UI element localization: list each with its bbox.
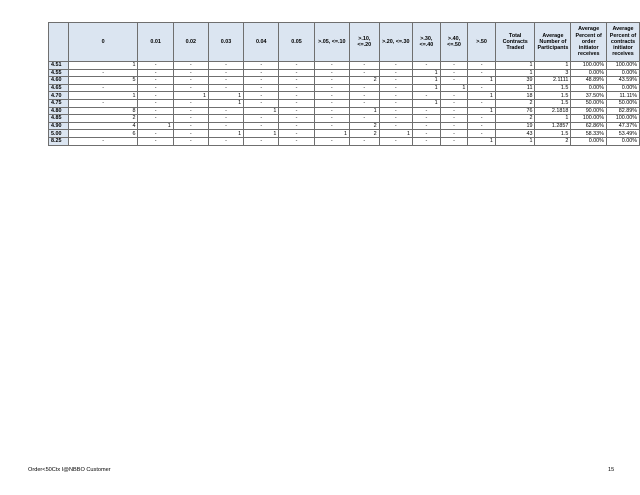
table-cell: 1.5 <box>535 130 571 138</box>
table-cell: 0.00% <box>571 69 607 77</box>
column-header: >.20, <=.30 <box>379 23 412 62</box>
table-cell: 1.5 <box>535 99 571 107</box>
table-cell: 100.00% <box>606 62 639 70</box>
table-cell: - <box>440 137 468 145</box>
table-cell: - <box>440 62 468 70</box>
table-cell: 2 <box>350 130 380 138</box>
column-header: Average Number of Participants <box>535 23 571 62</box>
table-cell: 1 <box>68 62 138 70</box>
table-cell: 1 <box>68 92 138 100</box>
table-cell: - <box>138 77 173 85</box>
table-cell: - <box>440 99 468 107</box>
table-cell: - <box>244 99 279 107</box>
table-cell: - <box>468 99 496 107</box>
table-cell: 2 <box>495 99 535 107</box>
table-cell: 1 <box>413 77 441 85</box>
table-cell: - <box>440 115 468 123</box>
table-cell: - <box>173 69 208 77</box>
table-cell: 1 <box>413 84 441 92</box>
table-cell: 37.50% <box>571 92 607 100</box>
table-cell: - <box>379 62 412 70</box>
table-cell: - <box>314 92 349 100</box>
table-cell: - <box>138 84 173 92</box>
table-cell: - <box>468 84 496 92</box>
column-header: >.50 <box>468 23 496 62</box>
table-cell: 2 <box>535 137 571 145</box>
table-cell: - <box>208 84 243 92</box>
table-cell: - <box>350 115 380 123</box>
table-cell: 3 <box>535 69 571 77</box>
table-cell: - <box>350 99 380 107</box>
table-cell: 58.33% <box>571 130 607 138</box>
table-cell: 90.00% <box>571 107 607 115</box>
table-cell: 2 <box>350 77 380 85</box>
table-cell: - <box>68 69 138 77</box>
column-header: Average Percent of contracts initiator receives <box>606 23 639 62</box>
table-cell: 2.1818 <box>535 107 571 115</box>
table-cell: - <box>138 62 173 70</box>
table-cell: 82.89% <box>606 107 639 115</box>
row-label: 4.60 <box>49 77 69 85</box>
table-cell: - <box>138 107 173 115</box>
table-cell: 6 <box>68 130 138 138</box>
data-table <box>48 22 640 146</box>
table-cell: - <box>350 137 380 145</box>
table-cell: - <box>173 122 208 130</box>
table-cell: - <box>138 69 173 77</box>
table-cell: - <box>244 62 279 70</box>
column-header: Total Contracts Traded <box>495 23 535 62</box>
table-cell: - <box>413 130 441 138</box>
table-cell: - <box>208 62 243 70</box>
table-cell: - <box>440 69 468 77</box>
table-cell: - <box>314 62 349 70</box>
table-row <box>49 107 640 115</box>
table-cell: - <box>138 99 173 107</box>
table-cell: - <box>379 77 412 85</box>
table-cell: 1 <box>468 92 496 100</box>
table-cell: - <box>413 92 441 100</box>
table-cell: 1 <box>208 130 243 138</box>
table-cell: 1 <box>535 62 571 70</box>
table-cell: - <box>279 92 314 100</box>
row-label: 4.85 <box>49 115 69 123</box>
table-cell: - <box>440 92 468 100</box>
footer-caption: Order<50Ctx I@NBBO Customer <box>28 467 111 473</box>
table-cell: - <box>208 137 243 145</box>
table-cell: - <box>68 99 138 107</box>
table-cell: - <box>440 77 468 85</box>
table-cell: 1 <box>440 84 468 92</box>
table-cell: - <box>279 84 314 92</box>
table-cell: 1.5 <box>535 92 571 100</box>
table-cell: - <box>68 84 138 92</box>
table-cell: 2 <box>68 115 138 123</box>
table-cell: - <box>244 92 279 100</box>
table-cell: 1 <box>379 130 412 138</box>
table-cell: 1 <box>413 99 441 107</box>
table-row <box>49 99 640 107</box>
table-row <box>49 84 640 92</box>
table-cell: - <box>379 122 412 130</box>
table-cell: 5 <box>68 77 138 85</box>
table-cell: - <box>314 122 349 130</box>
table-cell: 1 <box>495 69 535 77</box>
column-header: Average Percent of order initiator receives <box>571 23 607 62</box>
column-header: 0.02 <box>173 23 208 62</box>
table-cell: - <box>468 69 496 77</box>
table-cell: - <box>173 62 208 70</box>
column-header: >.40, <=.50 <box>440 23 468 62</box>
table-cell: - <box>379 92 412 100</box>
table-cell: 0.00% <box>571 137 607 145</box>
table-cell: 1.5 <box>535 84 571 92</box>
table-cell: - <box>173 99 208 107</box>
table-cell: 1 <box>173 92 208 100</box>
table-cell: 1 <box>314 130 349 138</box>
table-cell: - <box>279 130 314 138</box>
table-cell: - <box>379 137 412 145</box>
table-cell: 1 <box>468 137 496 145</box>
table-row <box>49 77 640 85</box>
table-cell: - <box>208 115 243 123</box>
table-cell: - <box>468 130 496 138</box>
table-cell: 0.00% <box>606 84 639 92</box>
table-cell: - <box>379 115 412 123</box>
table-cell: 11 <box>495 84 535 92</box>
table-cell: 1 <box>138 122 173 130</box>
table-cell: - <box>208 69 243 77</box>
table-cell: - <box>173 77 208 85</box>
table-cell: - <box>173 137 208 145</box>
table-cell: - <box>279 122 314 130</box>
table-cell: 1 <box>468 77 496 85</box>
table-cell: - <box>314 84 349 92</box>
table-cell: - <box>440 107 468 115</box>
table-row <box>49 69 640 77</box>
row-label: 4.70 <box>49 92 69 100</box>
table-cell: - <box>279 62 314 70</box>
table-cell: 1 <box>495 137 535 145</box>
table-cell: - <box>279 115 314 123</box>
table-cell: 1 <box>208 99 243 107</box>
table-cell: 19 <box>495 122 535 130</box>
table-cell: 100.00% <box>571 62 607 70</box>
table-cell: - <box>279 107 314 115</box>
table-cell: 1 <box>535 115 571 123</box>
column-header: 0.05 <box>279 23 314 62</box>
table-cell: 39 <box>495 77 535 85</box>
table-cell: - <box>173 107 208 115</box>
table-cell: - <box>208 122 243 130</box>
table-cell: - <box>379 107 412 115</box>
row-label: 5.00 <box>49 130 69 138</box>
table-cell: 43.59% <box>606 77 639 85</box>
table-cell: - <box>173 130 208 138</box>
page-number: 15 <box>608 467 615 473</box>
table-cell: - <box>173 84 208 92</box>
column-header: 0.04 <box>244 23 279 62</box>
header-corner <box>49 23 69 62</box>
table-cell: 76 <box>495 107 535 115</box>
table-cell: 0.00% <box>571 84 607 92</box>
table-cell: 2 <box>495 115 535 123</box>
table-cell: 50.00% <box>606 99 639 107</box>
table-row <box>49 62 640 70</box>
column-header: >.05, <=.10 <box>314 23 349 62</box>
table-cell: - <box>138 130 173 138</box>
table-cell: 100.00% <box>606 115 639 123</box>
table-cell: 1 <box>208 92 243 100</box>
table-cell: 1 <box>244 130 279 138</box>
table-cell: - <box>208 77 243 85</box>
table-cell: 2 <box>350 122 380 130</box>
table-cell: - <box>279 99 314 107</box>
table-cell: - <box>314 137 349 145</box>
table-cell: - <box>350 92 380 100</box>
table-cell: - <box>244 77 279 85</box>
table-cell: - <box>350 84 380 92</box>
table-cell: - <box>244 137 279 145</box>
row-label: 4.65 <box>49 84 69 92</box>
column-header: 0.01 <box>138 23 173 62</box>
table-cell: - <box>314 69 349 77</box>
table-header-row <box>49 23 640 62</box>
table-cell: - <box>173 115 208 123</box>
table-cell: - <box>350 69 380 77</box>
column-header: 0.03 <box>208 23 243 62</box>
table-cell: 8 <box>68 107 138 115</box>
table-cell: - <box>279 137 314 145</box>
row-label: 4.80 <box>49 107 69 115</box>
table-cell: - <box>244 115 279 123</box>
table-cell: - <box>279 77 314 85</box>
table-cell: - <box>440 130 468 138</box>
table-row <box>49 122 640 130</box>
row-label: 4.75 <box>49 99 69 107</box>
table-cell: 18 <box>495 92 535 100</box>
table-cell: 4 <box>68 122 138 130</box>
table-cell: - <box>413 115 441 123</box>
table-cell: - <box>413 137 441 145</box>
table-cell: - <box>138 115 173 123</box>
table-cell: 1 <box>244 107 279 115</box>
table-cell: 53.49% <box>606 130 639 138</box>
column-header: 0 <box>68 23 138 62</box>
table-cell: 1 <box>413 69 441 77</box>
table-cell: 62.86% <box>571 122 607 130</box>
table-cell: 1.2857 <box>535 122 571 130</box>
table-cell: - <box>244 122 279 130</box>
table-cell: - <box>468 122 496 130</box>
table-cell: - <box>314 107 349 115</box>
table-row <box>49 115 640 123</box>
row-label: 4.51 <box>49 62 69 70</box>
table-cell: 1 <box>495 62 535 70</box>
table-cell: 0.00% <box>606 69 639 77</box>
table-row <box>49 92 640 100</box>
table-cell: 47.37% <box>606 122 639 130</box>
table-cell: - <box>314 115 349 123</box>
table-cell: - <box>68 137 138 145</box>
table-cell: - <box>440 122 468 130</box>
table-cell: 0.00% <box>606 137 639 145</box>
table-cell: - <box>379 99 412 107</box>
table-cell: - <box>468 62 496 70</box>
table-cell: - <box>379 69 412 77</box>
table-cell: - <box>413 62 441 70</box>
table-cell: - <box>138 137 173 145</box>
table-cell: - <box>314 77 349 85</box>
table-cell: - <box>279 69 314 77</box>
table-cell: - <box>379 84 412 92</box>
table-cell: 50.00% <box>571 99 607 107</box>
table-cell: - <box>314 99 349 107</box>
table-cell: 43 <box>495 130 535 138</box>
table-cell: 100.00% <box>571 115 607 123</box>
table-cell: - <box>413 107 441 115</box>
column-header: >.30, <=.40 <box>413 23 441 62</box>
table-cell: - <box>208 107 243 115</box>
table-row <box>49 137 640 145</box>
row-label: 4.55 <box>49 69 69 77</box>
column-header: >.10, <=.20 <box>350 23 380 62</box>
table-cell: - <box>244 69 279 77</box>
table-cell: 1 <box>468 107 496 115</box>
table-cell: - <box>413 122 441 130</box>
table-cell: - <box>350 62 380 70</box>
table-cell: 11.11% <box>606 92 639 100</box>
table-cell: - <box>244 84 279 92</box>
row-label: 8.25 <box>49 137 69 145</box>
row-label: 4.90 <box>49 122 69 130</box>
table-cell: 2.1111 <box>535 77 571 85</box>
table-cell: 1 <box>350 107 380 115</box>
table-row <box>49 130 640 138</box>
table-cell: - <box>468 115 496 123</box>
table-cell: - <box>138 92 173 100</box>
table-cell: 48.89% <box>571 77 607 85</box>
